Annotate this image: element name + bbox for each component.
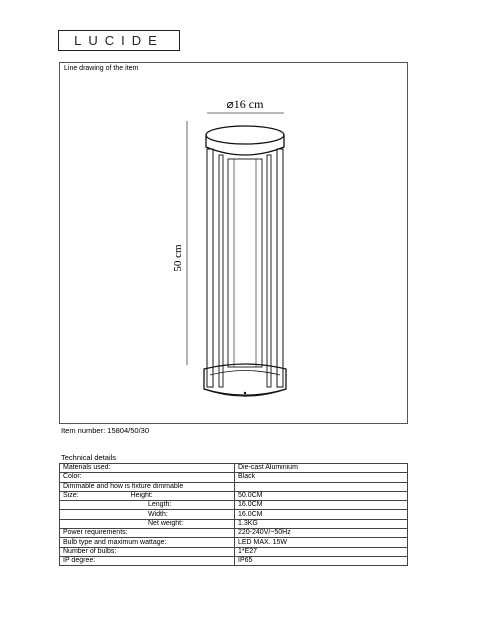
spec-value: 50.0CM <box>235 491 408 500</box>
spec-value: 1*E27 <box>235 547 408 556</box>
spec-row <box>60 519 408 528</box>
lamp-diffuser <box>228 159 262 367</box>
spec-value <box>235 482 408 491</box>
spec-row <box>60 482 408 491</box>
spec-row <box>60 464 408 473</box>
spec-label <box>60 519 235 528</box>
lamp-base <box>204 364 286 396</box>
lamp-line-drawing <box>60 63 409 425</box>
spec-label: Size: Height: <box>60 491 235 500</box>
spec-row <box>60 547 408 556</box>
spec-row <box>60 538 408 547</box>
spec-sublabel: Height: <box>130 492 153 500</box>
lamp-top-rim <box>206 135 284 155</box>
spec-label: Number of bulbs: <box>60 547 235 556</box>
item-number-value: 15804/50/30 <box>107 426 149 435</box>
lamp-post-right <box>277 149 283 387</box>
spec-row <box>60 501 408 510</box>
line-drawing-panel <box>59 62 408 424</box>
spec-row <box>60 491 408 500</box>
spec-label <box>60 501 235 510</box>
lamp-post-left <box>207 149 213 387</box>
spec-value: 220-240V/~50Hz <box>235 529 408 538</box>
spec-value: IP65 <box>235 556 408 565</box>
spec-label: IP degree: <box>60 556 235 565</box>
lamp-post-mid-left <box>219 155 223 387</box>
spec-value: Die-cast Aluminium <box>235 464 408 473</box>
spec-value: LED MAX. 15W <box>235 538 408 547</box>
spec-label: Power requirements: <box>60 529 235 538</box>
spec-value: 16.0CM <box>235 501 408 510</box>
technical-details-table <box>59 463 408 566</box>
spec-row <box>60 529 408 538</box>
spec-label: Color: <box>60 473 235 482</box>
lamp-top-ellipse <box>206 126 284 144</box>
spec-sublabel: Width: <box>148 510 168 518</box>
spec-value: Black <box>235 473 408 482</box>
item-number: Item number: 15804/50/30 <box>61 426 149 435</box>
base-screw <box>244 392 246 394</box>
technical-details-title: Technical details <box>61 453 117 462</box>
spec-sublabel: Length: <box>148 501 172 509</box>
spec-row <box>60 473 408 482</box>
spec-sublabel: Net weight: <box>148 519 184 527</box>
spec-row <box>60 510 408 519</box>
spec-label: Bulb type and maximum wattage: <box>60 538 235 547</box>
spec-row <box>60 556 408 565</box>
diameter-label: ⌀16 cm <box>226 97 264 111</box>
spec-label <box>60 510 235 519</box>
spec-value: 16.0CM <box>235 510 408 519</box>
drawing-label: Line drawing of the item <box>64 65 139 72</box>
spec-value: 1.3KG <box>235 519 408 528</box>
brand-logo: LUCIDE <box>58 30 180 51</box>
height-label: 50 cm <box>172 244 184 272</box>
spec-label: Dimmable and how is fixture dimmable <box>60 482 235 491</box>
spec-label: Materials used: <box>60 464 235 473</box>
lamp-post-mid-right <box>267 155 271 387</box>
